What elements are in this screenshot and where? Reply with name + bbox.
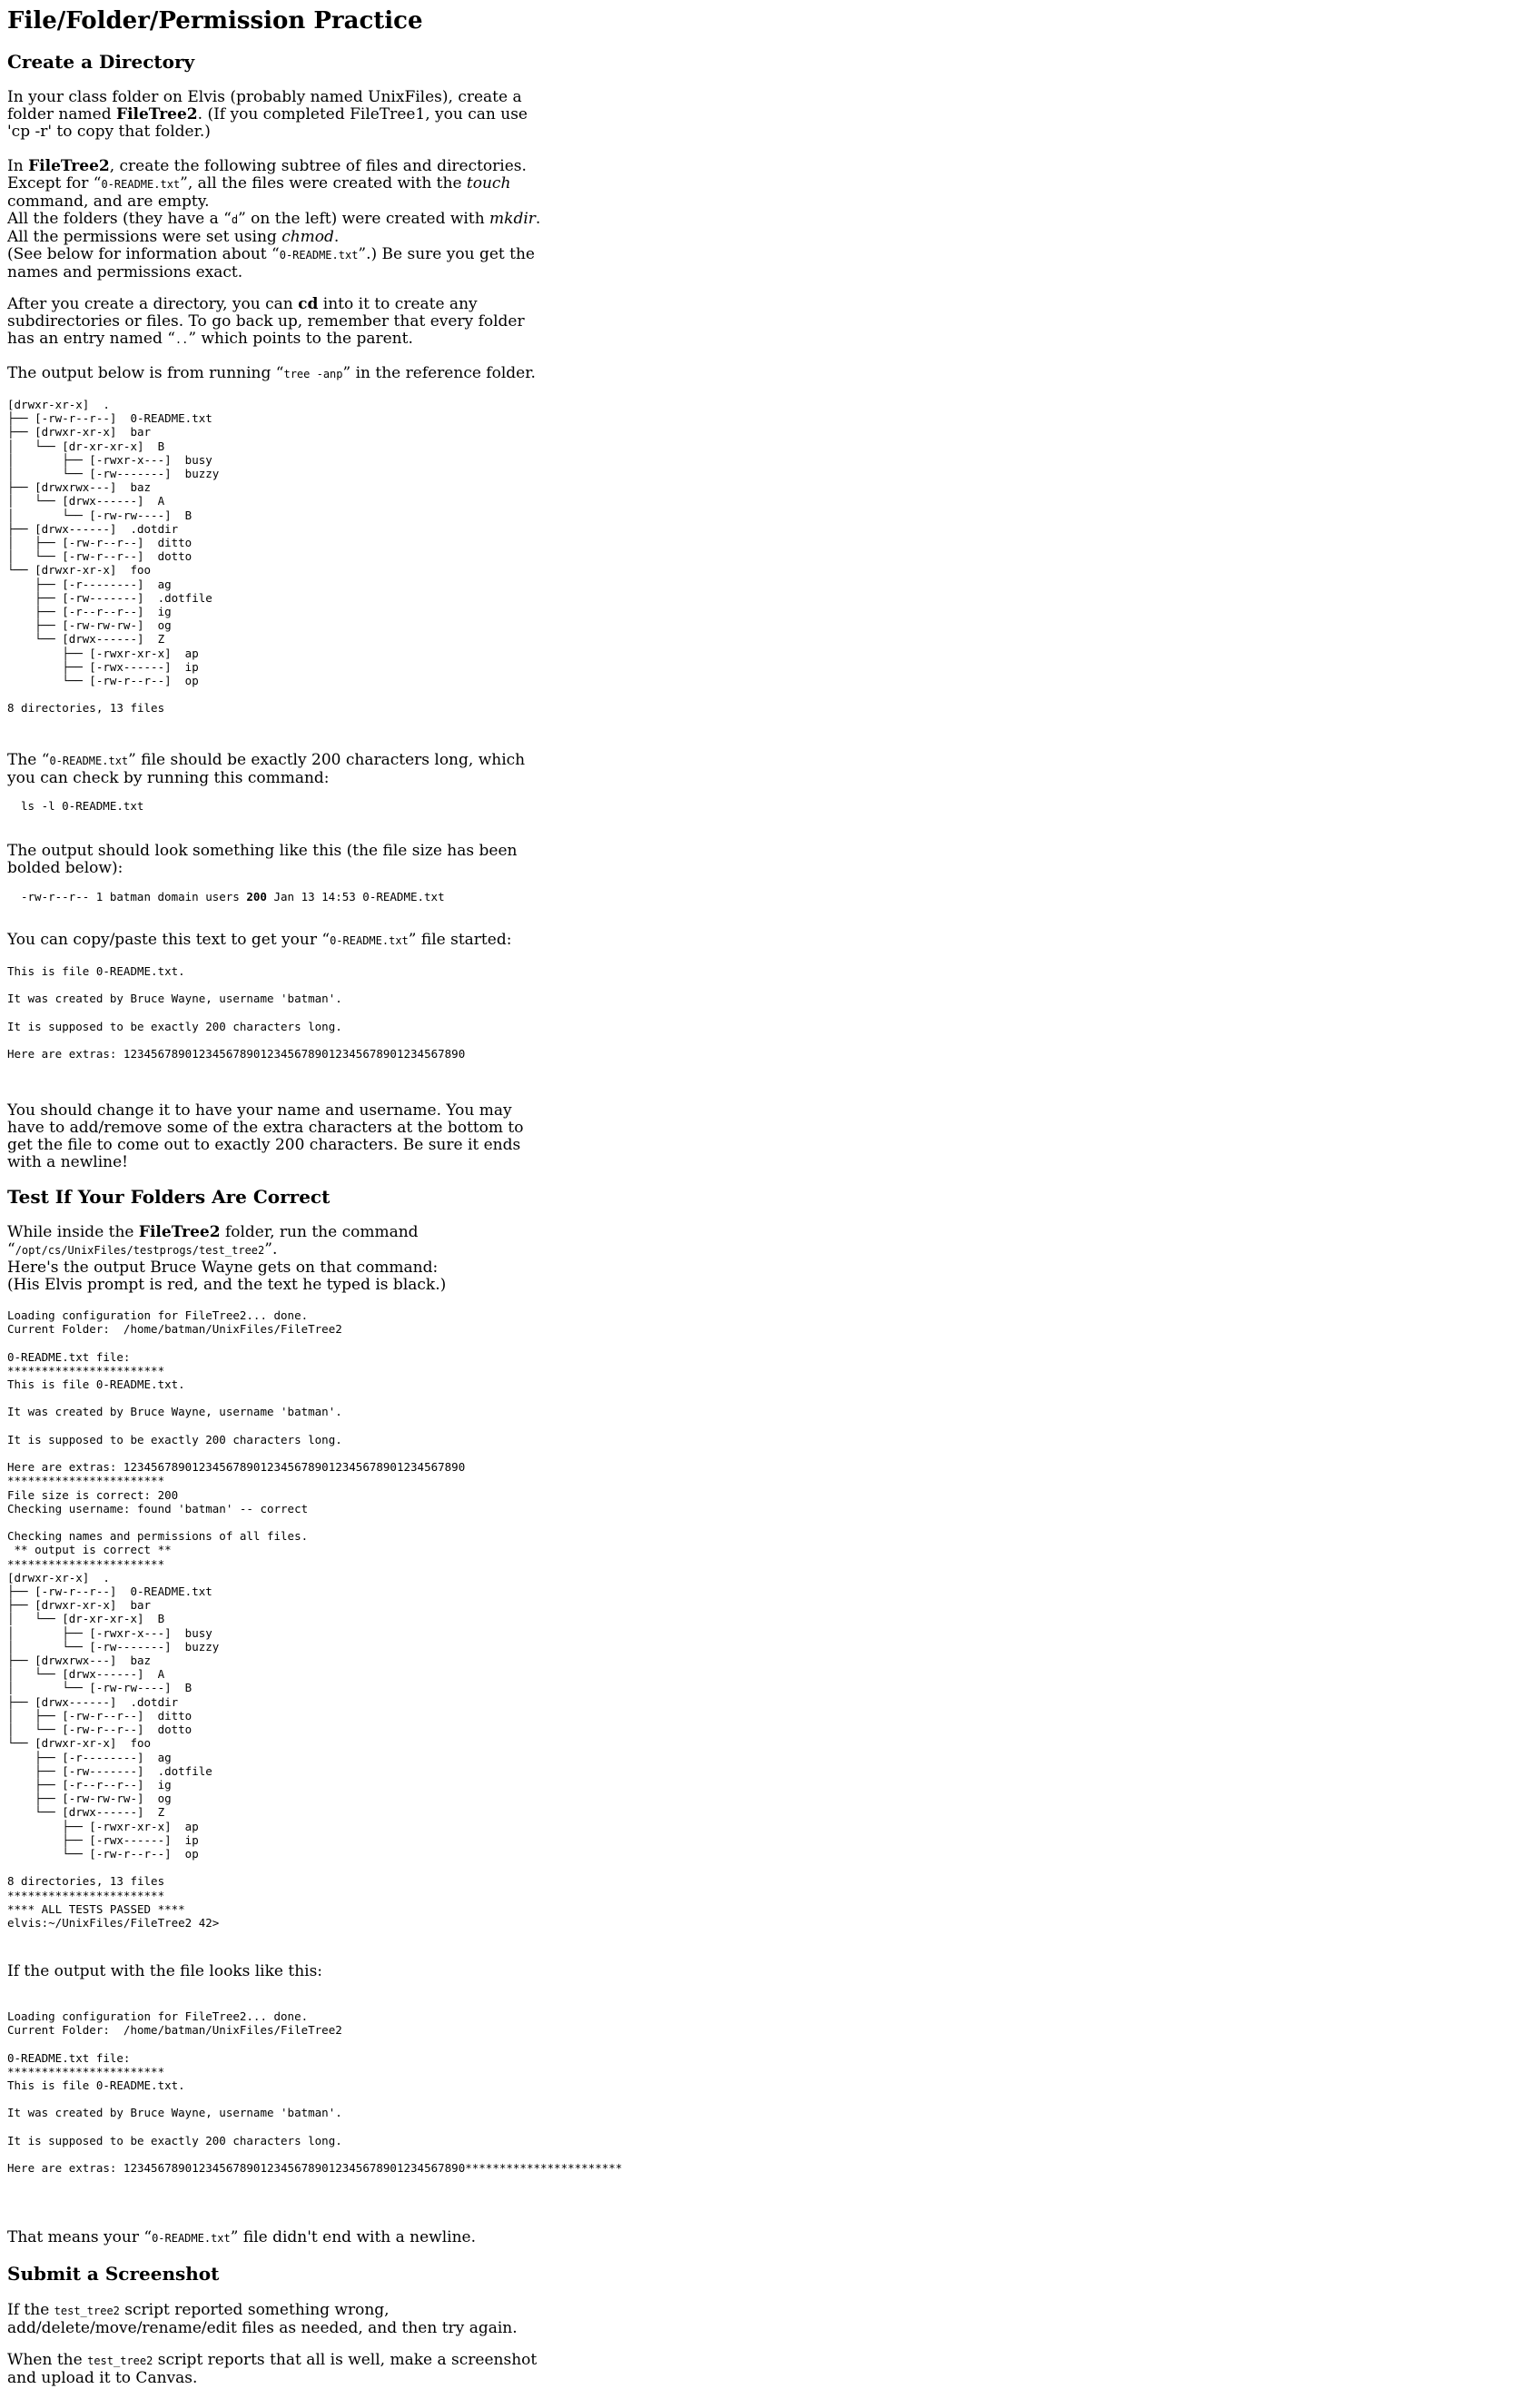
paragraph-change-name: You should change it to have your name and username. You may have to add/remove some of the extra characters at the bottom to get the file to come out to exactly 200 characters. Be sure it ends with a newline!	[7, 1101, 524, 1171]
ls-output-example: -rw-r--r-- 1 batman domain users 200 Jan 13 14:53 0-README.txt	[21, 890, 445, 903]
paragraph-run-test: While inside the FileTree2 folder, run the command “/opt/cs/UnixFiles/testprogs/test_tree2”. Here's the output Bruce Wayne gets on that command: (His Elvis prompt is red, and the text he typed is black.)	[7, 1223, 447, 1294]
section-heading-test-folders: Test If Your Folders Are Correct	[7, 1186, 331, 1208]
paragraph-ls-output-intro: The output should look something like this (the file size has been bolded below):	[7, 842, 518, 877]
test-tree2-output: Loading configuration for FileTree2... done. Current Folder: /home/batman/UnixFiles/FileTree2 0-README.txt file: *********************** This is file 0-README.txt. It was created by Bruce Wayne, username 'batman'. It is supposed to be exactly 200 characters long. Here are extras: 12345678901234567890123456789012345678901234567890 *********************** File size is correct: 200 Checking username: found 'batman' -- correct Checking names and permissions of all files. ** output is correct ** *********************** [drwxr-xr-x] . ├── [-rw-r--r--] 0-README.txt ├── [drwxr-xr-x] bar │ └── [dr-xr-xr-x] B │ ├── [-rwxr-x---] busy │ └── [-rw-------] buzzy ├── [drwxrwx---] baz │ └── [drwx------] A │ └── [-rw-rw----] B ├── [drwx------] .dotdir │ ├── [-rw-r--r--] ditto │ └── [-rw-r--r--] dotto └── [drwxr-xr-x] foo ├── [-r--------] ag ├── [-rw-------] .dotfile ├── [-r--r--r--] ig ├── [-rw-rw-rw-] og └── [drwx------] Z ├── [-rwxr-xr-x] ap ├── [-rwx------] ip └── [-rw-r--r--] op 8 directories, 13 files *********************** **** ALL TESTS PASSED **** elvis:~/UnixFiles/FileTree2 42>	[7, 1308, 466, 1930]
paragraph-cd-instructions: After you create a directory, you can cd into it to create any subdirectories or files. To go back up, remember that every folder has an entry named “..” which points to the parent.	[7, 295, 525, 348]
paragraph-copy-paste: You can copy/paste this text to get your “0-README.txt” file started:	[7, 931, 512, 949]
command-ls: ls -l 0-README.txt	[21, 799, 144, 813]
page-title: File/Folder/Permission Practice	[7, 7, 423, 35]
section-heading-submit-screenshot: Submit a Screenshot	[7, 2263, 220, 2285]
readme-template: This is file 0-README.txt. It was created by Bruce Wayne, username 'batman'. It is supposed to be exactly 200 characters long. Here are extras: 12345678901234567890123456789012345678901234567890	[7, 964, 466, 1061]
test-tree2-bad-output: Loading configuration for FileTree2... done. Current Folder: /home/batman/UnixFiles/FileTree2 0-README.txt file: *********************** This is file 0-README.txt. It was created by Bruce Wayne, username 'batman'. It is supposed to be exactly 200 characters long. Here are extras: 12345678901234567890123456789012345678901234567890***********************	[7, 2009, 623, 2176]
paragraph-missing-newline: That means your “0-README.txt” file didn't end with a newline.	[7, 2228, 477, 2246]
paragraph-fix-errors: If the test_tree2 script reported something wrong, add/delete/move/rename/edit files as needed, and then try again.	[7, 2301, 518, 2337]
paragraph-subtree-instructions: In FileTree2, create the following subtree of files and directories. Except for “0-README.txt”, all the files were created with the touch command, and are empty. All the folders (they have a “d” on the left) were created with mkdir. All the permissions were set using chmod. (See below for information about “0-README.txt”.) Be sure you get the names and permissions exact.	[7, 157, 541, 281]
section-heading-create-directory: Create a Directory	[7, 51, 195, 73]
paragraph-readme-length: The “0-README.txt” file should be exactly 200 characters long, which you can check by running this command:	[7, 751, 526, 787]
paragraph-bad-output-intro: If the output with the file looks like this:	[7, 1962, 323, 1980]
tree-reference-output: [drwxr-xr-x] . ├── [-rw-r--r--] 0-README.txt ├── [drwxr-xr-x] bar │ └── [dr-xr-xr-x] B │ ├── [-rwxr-x---] busy │ └── [-rw-------] buzzy ├── [drwxrwx---] baz │ └── [drwx------] A │ └── [-rw-rw----] B ├── [drwx------] .dotdir │ ├── [-rw-r--r--] ditto │ └── [-rw-r--r--] dotto └── [drwxr-xr-x] foo ├── [-r--------] ag ├── [-rw-------] .dotfile ├── [-r--r--r--] ig ├── [-rw-rw-rw-] og └── [drwx------] Z ├── [-rwxr-xr-x] ap ├── [-rwx------] ip └── [-rw-r--r--] op 8 directories, 13 files	[7, 398, 220, 716]
paragraph-upload-canvas: When the test_tree2 script reports that all is well, make a screenshot and upload it to Canvas.	[7, 2351, 538, 2387]
paragraph-intro: In your class folder on Elvis (probably named UnixFiles), create a folder named FileTree2. (If you completed FileTree1, you can use 'cp -r' to copy that folder.)	[7, 88, 528, 141]
paragraph-tree-output-intro: The output below is from running “tree -anp” in the reference folder.	[7, 364, 536, 382]
